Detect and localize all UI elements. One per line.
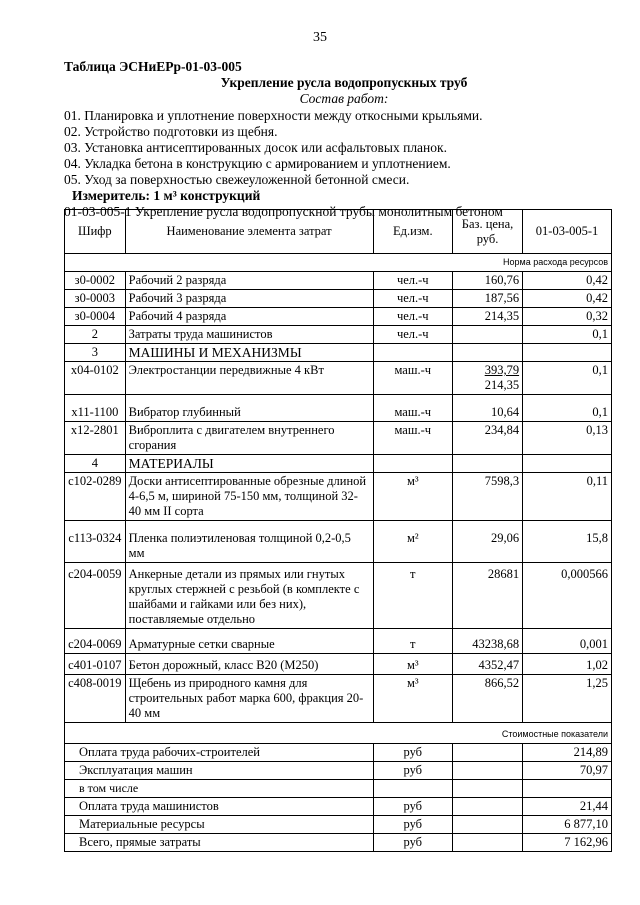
work-item: 01. Планировка и уплотнение поверхности между откосными крыльями.: [64, 108, 483, 123]
cell-unit: маш.-ч: [373, 395, 452, 422]
table-row: [65, 362, 612, 395]
cell-unit: чел.-ч: [373, 308, 452, 326]
cell-price: 234,84: [453, 422, 523, 455]
table-row: [65, 290, 612, 308]
cell-unit: т: [373, 563, 452, 629]
cell-code: с113-0324: [65, 521, 126, 563]
summary-label: в том числе: [65, 780, 374, 798]
cell-code: 2: [65, 326, 126, 344]
cell-price: [453, 780, 523, 798]
cell-unit: т: [373, 629, 452, 654]
cell-unit: чел.-ч: [373, 272, 452, 290]
summary-value: 70,97: [523, 762, 612, 780]
cell-name: Рабочий 4 разряда: [125, 308, 373, 326]
page-number: 35: [313, 30, 327, 45]
cell-price: [453, 762, 523, 780]
cell-code: з0-0003: [65, 290, 126, 308]
work-item: 02. Устройство подготовки из щебня.: [64, 124, 278, 139]
cell-price: 43238,68: [453, 629, 523, 654]
price-secondary: 214,35: [484, 378, 520, 392]
summary-value: 21,44: [523, 798, 612, 816]
summary-value: 7 162,96: [523, 834, 612, 852]
section-code: 4: [65, 455, 126, 473]
summary-row: [65, 816, 612, 834]
summary-unit: руб: [373, 762, 452, 780]
column-header-unit: Ед.изм.: [373, 210, 452, 254]
cell-name: Щебень из природного камня для строительных работ марка 600, фракция 20-40 мм: [125, 675, 373, 723]
table-row: [65, 473, 612, 521]
summary-unit: руб: [373, 816, 452, 834]
table-row: [65, 563, 612, 629]
summary-row: [65, 834, 612, 852]
cell-name: Арматурные сетки сварные: [125, 629, 373, 654]
summary-row: [65, 798, 612, 816]
table-row: [65, 395, 612, 422]
cell-price: 10,64: [453, 395, 523, 422]
cell-name: Доски антисептированные обрезные длиной 4-6,5 м, шириной 75-150 мм, толщиной 32-40 мм II сорта: [125, 473, 373, 521]
cell-name: Рабочий 2 разряда: [125, 272, 373, 290]
summary-value: 6 877,10: [523, 816, 612, 834]
cell-unit: м³: [373, 675, 452, 723]
column-header-price: Баз. цена, руб.: [453, 210, 523, 254]
cell-norm: 1,02: [523, 654, 612, 675]
cell-norm: 0,1: [523, 326, 612, 344]
section-title: МАТЕРИАЛЫ: [125, 455, 373, 473]
cell-norm: 0,42: [523, 272, 612, 290]
measure-unit: Измеритель: 1 м³ конструкций: [72, 188, 261, 203]
cell-name: Виброплита с двигателем внутреннего сгорания: [125, 422, 373, 455]
norm-caption: Норма расхода ресурсов: [65, 254, 612, 272]
table-heading: 01-03-005-1 Укрепление русла водопропускной трубы монолитным бетоном: [64, 204, 503, 219]
cell-norm: 0,1: [523, 395, 612, 422]
work-item: 05. Уход за поверхностью свежеуложенной бетонной смеси.: [64, 172, 410, 187]
cell-price: [453, 744, 523, 762]
cell-name: Пленка полиэтиленовая толщиной 0,2-0,5 мм: [125, 521, 373, 563]
section-row-materials: [65, 455, 612, 473]
cell-price: [453, 326, 523, 344]
cell-unit: чел.-ч: [373, 290, 452, 308]
cell-norm: [523, 455, 612, 473]
cell-code: х12-2801: [65, 422, 126, 455]
cell-norm: 0,13: [523, 422, 612, 455]
cell-norm: 15,8: [523, 521, 612, 563]
cell-norm: 0,000566: [523, 563, 612, 629]
table-row: [65, 654, 612, 675]
cell-price: 160,76: [453, 272, 523, 290]
summary-label: Всего, прямые затраты: [65, 834, 374, 852]
resource-table: [64, 209, 612, 852]
cell-unit: м³: [373, 654, 452, 675]
cell-price: [453, 455, 523, 473]
table-row: [65, 675, 612, 723]
cell-code: з0-0002: [65, 272, 126, 290]
cell-price: 7598,3: [453, 473, 523, 521]
cell-code: х11-1100: [65, 395, 126, 422]
cell-code: х04-0102: [65, 362, 126, 395]
table-row: [65, 326, 612, 344]
column-header-name: Наименование элемента затрат: [125, 210, 373, 254]
table-row: [65, 521, 612, 563]
cell-name: Рабочий 3 разряда: [125, 290, 373, 308]
cell-code: с204-0059: [65, 563, 126, 629]
cell-unit: [373, 455, 452, 473]
column-header-norm: 01-03-005-1: [523, 210, 612, 254]
price-current: 393,79: [484, 363, 520, 377]
works-list: [64, 108, 624, 188]
cell-price: [453, 362, 523, 395]
cell-unit: м³: [373, 473, 452, 521]
cell-unit: чел.-ч: [373, 326, 452, 344]
cell-price: 29,06: [453, 521, 523, 563]
cell-code: з0-0004: [65, 308, 126, 326]
cell-price: [453, 834, 523, 852]
cell-price: 866,52: [453, 675, 523, 723]
cell-norm: 0,11: [523, 473, 612, 521]
cell-price: [453, 816, 523, 834]
section-title: МАШИНЫ И МЕХАНИЗМЫ: [125, 344, 373, 362]
table-header-row: [65, 210, 612, 254]
cell-unit: маш.-ч: [373, 362, 452, 395]
table-row: [65, 308, 612, 326]
summary-unit: руб: [373, 798, 452, 816]
cell-code: с408-0019: [65, 675, 126, 723]
cell-name: Электростанции передвижные 4 кВт: [125, 362, 373, 395]
table-row: [65, 422, 612, 455]
table-row: [65, 629, 612, 654]
summary-unit: руб: [373, 744, 452, 762]
cost-caption: Стоимостные показатели: [65, 723, 612, 744]
cell-name: Анкерные детали из прямых или гнутых круглых стержней с резьбой (в комплекте с шайбами и гайками или без них), поставляемые отдельно: [125, 563, 373, 629]
summary-row: [65, 762, 612, 780]
section-row-machines: [65, 344, 612, 362]
cell-price: 187,56: [453, 290, 523, 308]
summary-value: 214,89: [523, 744, 612, 762]
cell-norm: 0,42: [523, 290, 612, 308]
summary-value: [523, 780, 612, 798]
cell-name: Вибратор глубинный: [125, 395, 373, 422]
table-code: Таблица ЭСНиЕРр-01-03-005: [64, 59, 242, 74]
works-subtitle: Состав работ:: [299, 91, 389, 106]
cell-price: 4352,47: [453, 654, 523, 675]
summary-unit: [373, 780, 452, 798]
cell-price: [453, 798, 523, 816]
cell-norm: 0,1: [523, 362, 612, 395]
cell-unit: [373, 344, 452, 362]
document-header: [64, 59, 624, 220]
cell-norm: 0,001: [523, 629, 612, 654]
cell-name: Бетон дорожный, класс В20 (М250): [125, 654, 373, 675]
cell-norm: 0,32: [523, 308, 612, 326]
cell-unit: м²: [373, 521, 452, 563]
column-header-code: Шифр: [65, 210, 126, 254]
cell-norm: 1,25: [523, 675, 612, 723]
summary-row: [65, 744, 612, 762]
cell-code: с102-0289: [65, 473, 126, 521]
cell-code: с401-0107: [65, 654, 126, 675]
summary-row: [65, 780, 612, 798]
cell-price: [453, 344, 523, 362]
cell-price: 28681: [453, 563, 523, 629]
norm-caption-row: [65, 254, 612, 272]
summary-label: Оплата труда рабочих-строителей: [65, 744, 374, 762]
summary-label: Оплата труда машинистов: [65, 798, 374, 816]
summary-unit: руб: [373, 834, 452, 852]
cell-norm: [523, 344, 612, 362]
cell-unit: маш.-ч: [373, 422, 452, 455]
table-row: [65, 272, 612, 290]
section-code: 3: [65, 344, 126, 362]
cell-price: 214,35: [453, 308, 523, 326]
summary-label: Эксплуатация машин: [65, 762, 374, 780]
work-item: 03. Установка антисептированных досок или асфальтовых планок.: [64, 140, 447, 155]
cell-name: Затраты труда машинистов: [125, 326, 373, 344]
summary-label: Материальные ресурсы: [65, 816, 374, 834]
cell-code: с204-0069: [65, 629, 126, 654]
page-title: Укрепление русла водопропускных труб: [220, 75, 468, 90]
work-item: 04. Укладка бетона в конструкцию с армированием и уплотнением.: [64, 156, 451, 171]
cost-caption-row: [65, 723, 612, 744]
